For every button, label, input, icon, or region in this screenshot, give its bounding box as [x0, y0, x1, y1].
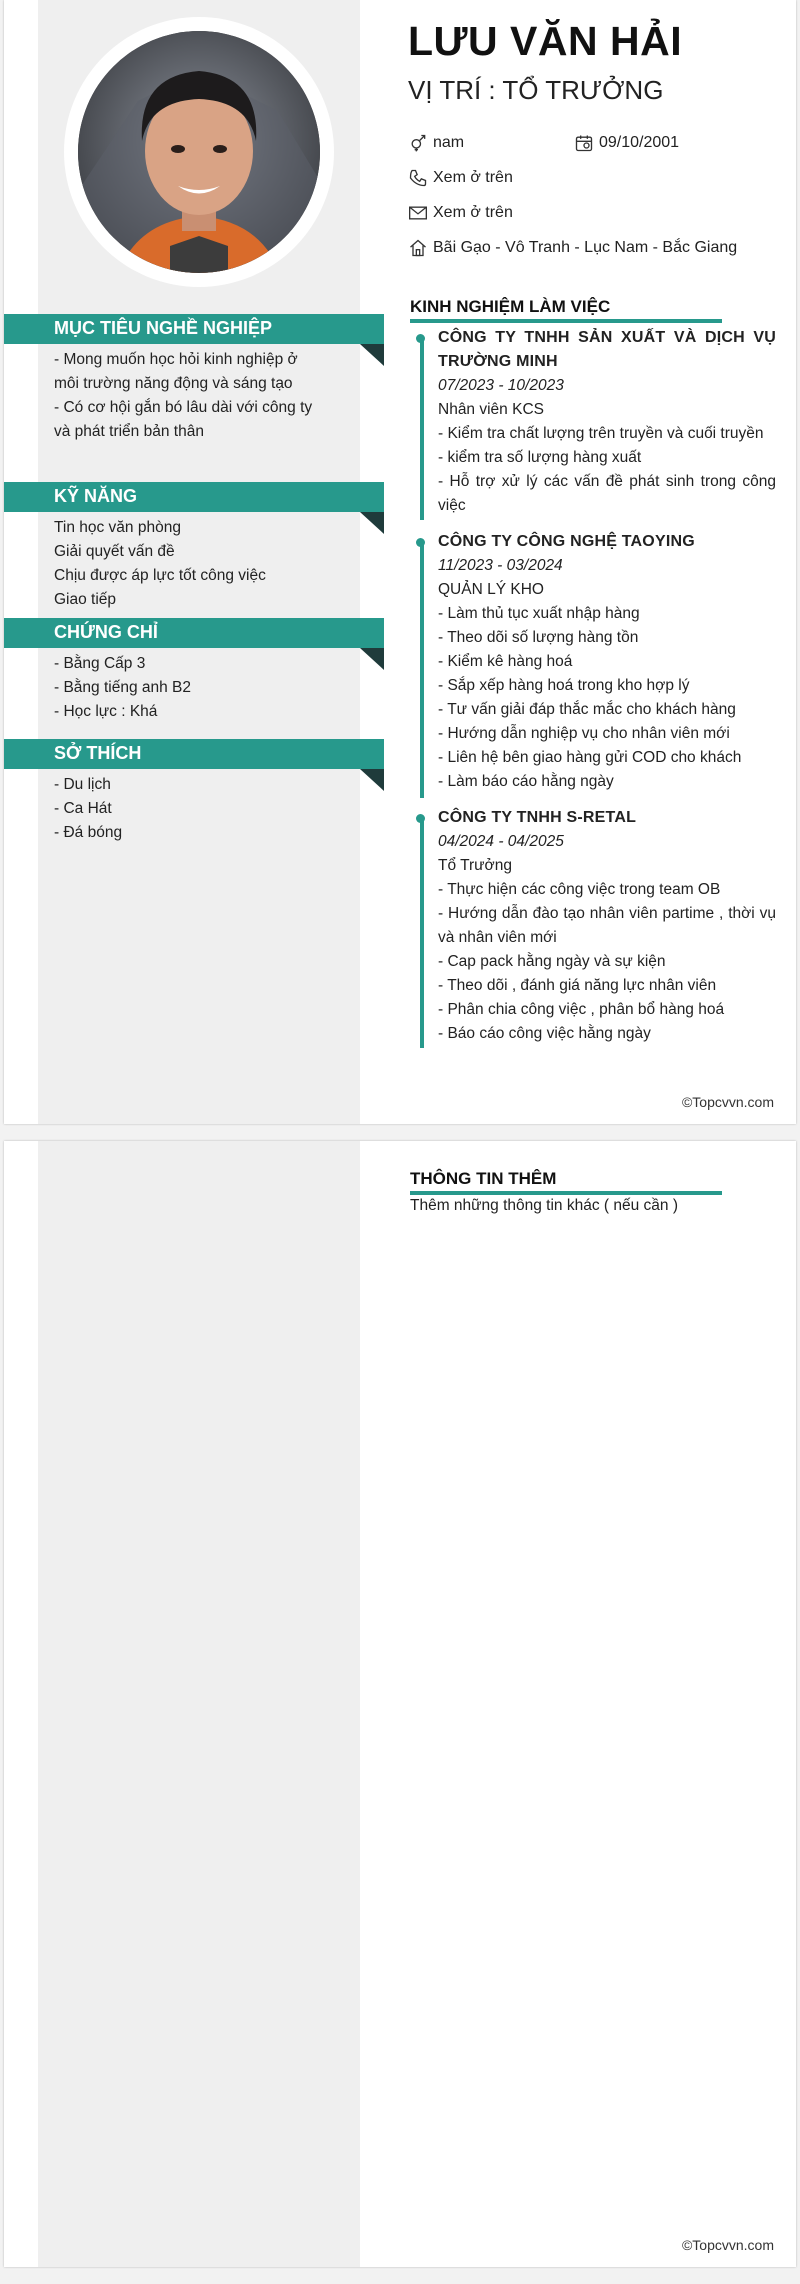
job-duty: - Kiểm tra chất lượng trên truyền và cuối truyền	[438, 425, 764, 442]
footer-credit: ©Topcvvn.com	[681, 2237, 774, 2253]
timeline-dot	[416, 334, 425, 343]
job-duty: - Theo dõi , đánh giá năng lực nhân viên	[438, 977, 717, 994]
job-role: Tổ Trưởng	[438, 857, 512, 874]
job-period: 11/2023 - 03/2024	[438, 557, 563, 574]
sidebar-column	[38, 1141, 360, 2267]
job-company: CÔNG TY TNHH SẢN XUẤT VÀ DỊCH VỤ TRƯỜNG MINH	[438, 329, 776, 370]
job-duty: - Hướng dẫn nghiệp vụ cho nhân viên mới	[438, 725, 730, 742]
certificate-item: - Bằng Cấp 3	[54, 655, 146, 672]
job-company: CÔNG TY CÔNG NGHỆ TAOYING	[438, 533, 695, 550]
certificates-heading: CHỨNG CHỈ	[54, 622, 158, 642]
hobby-item: - Ca Hát	[54, 800, 112, 817]
timeline-bar	[420, 818, 424, 1048]
phone-value: Xem ở trên	[433, 169, 513, 186]
skills-heading: KỸ NĂNG	[54, 486, 138, 506]
home-icon	[408, 238, 428, 258]
job-entry	[438, 326, 776, 518]
section-underline	[410, 1191, 722, 1195]
timeline-dot	[416, 814, 425, 823]
email-row	[408, 203, 513, 223]
job-role: QUẢN LÝ KHO	[438, 581, 544, 598]
objective-text	[54, 348, 324, 444]
avatar	[78, 31, 320, 273]
job-duty: - Làm thủ tục xuất nhập hàng	[438, 605, 640, 622]
objective-heading-band	[4, 314, 384, 344]
job-period: 04/2024 - 04/2025	[438, 833, 564, 850]
envelope-icon	[408, 203, 428, 223]
skills-list	[54, 516, 324, 612]
certificates-list	[54, 652, 324, 724]
skills-heading-band	[4, 482, 384, 512]
certificate-item: - Bằng tiếng anh B2	[54, 679, 192, 696]
objective-line: - Mong muốn học hỏi kinh nghiệp ở môi trường năng động và sáng tạo	[54, 351, 298, 392]
job-duties	[438, 878, 776, 1046]
job-duty: - Sắp xếp hàng hoá trong kho hợp lý	[438, 677, 690, 694]
candidate-name: LƯU VĂN HẢI	[408, 18, 683, 64]
hobbies-list	[54, 773, 324, 845]
section-underline	[410, 319, 722, 323]
job-duty: - Kiểm kê hàng hoá	[438, 653, 573, 670]
job-entry	[438, 806, 776, 1046]
hobbies-heading-band	[4, 739, 384, 769]
gender-icon	[408, 133, 428, 153]
job-duty: - Liên hệ bên giao hàng gửi COD cho khách	[438, 749, 742, 766]
phone-icon	[408, 168, 428, 188]
job-duty: - Cap pack hằng ngày và sự kiện	[438, 953, 666, 970]
experience-heading: KINH NGHIỆM LÀM VIỆC	[410, 297, 611, 316]
ribbon-fold	[360, 769, 384, 791]
job-duty: - Làm báo cáo hằng ngày	[438, 773, 614, 790]
timeline-bar	[420, 542, 424, 798]
certificates-heading-band	[4, 618, 384, 648]
birthday-row	[574, 133, 679, 153]
skill-item: Chịu được áp lực tốt công việc	[54, 567, 266, 584]
job-duty: - Báo cáo công việc hằng ngày	[438, 1025, 651, 1042]
job-entry	[438, 530, 776, 794]
candidate-position: VỊ TRÍ : TỔ TRƯỞNG	[408, 75, 664, 105]
timeline-bar	[420, 338, 424, 520]
skill-item: Giao tiếp	[54, 591, 117, 608]
job-duties	[438, 602, 776, 794]
objective-line: - Có cơ hội gắn bó lâu dài với công ty và phát triển bản thân	[54, 399, 313, 440]
job-duty: - Hỗ trợ xử lý các vấn đề phát sinh trong công việc	[438, 473, 776, 514]
address-row	[408, 238, 737, 258]
calendar-icon	[574, 133, 594, 153]
additional-info-text: Thêm những thông tin khác ( nếu cần )	[410, 1197, 679, 1214]
skill-item: Giải quyết vấn đề	[54, 543, 175, 560]
job-duties	[438, 422, 776, 518]
birthday-value: 09/10/2001	[599, 134, 680, 151]
certificate-item: - Học lực : Khá	[54, 703, 158, 720]
job-duty: - Phân chia công việc , phân bổ hàng hoá	[438, 1001, 725, 1018]
cv-page-2	[4, 1141, 796, 2267]
gender-row	[408, 133, 464, 153]
job-duty: - Tư vấn giải đáp thắc mắc cho khách hàng	[438, 701, 736, 718]
cv-page-1	[4, 0, 796, 1124]
job-duty: - Theo dõi số lượng hàng tồn	[438, 629, 639, 646]
hobbies-heading: SỞ THÍCH	[54, 743, 142, 763]
job-duty: - kiểm tra số lượng hàng xuất	[438, 449, 642, 466]
job-role: Nhân viên KCS	[438, 401, 544, 418]
hobby-item: - Đá bóng	[54, 824, 123, 841]
additional-info-heading: THÔNG TIN THÊM	[410, 1169, 557, 1188]
job-duty: - Hướng dẫn đào tạo nhân viên partime , thời vụ và nhân viên mới	[438, 905, 776, 946]
timeline-dot	[416, 538, 425, 547]
ribbon-fold	[360, 344, 384, 366]
gender-value: nam	[433, 134, 465, 151]
job-company: CÔNG TY TNHH S-RETAL	[438, 809, 637, 826]
email-value: Xem ở trên	[433, 204, 513, 221]
phone-row	[408, 168, 513, 188]
job-period: 07/2023 - 10/2023	[438, 377, 564, 394]
ribbon-fold	[360, 512, 384, 534]
skill-item: Tin học văn phòng	[54, 519, 181, 536]
footer-credit: ©Topcvvn.com	[681, 1094, 774, 1110]
job-duty: - Thực hiện các công việc trong team OB	[438, 881, 721, 898]
objective-heading: MỤC TIÊU NGHỀ NGHIỆP	[54, 318, 273, 338]
address-value: Bãi Gạo - Vô Tranh - Lục Nam - Bắc Giang	[433, 239, 738, 256]
ribbon-fold	[360, 648, 384, 670]
hobby-item: - Du lịch	[54, 776, 111, 793]
